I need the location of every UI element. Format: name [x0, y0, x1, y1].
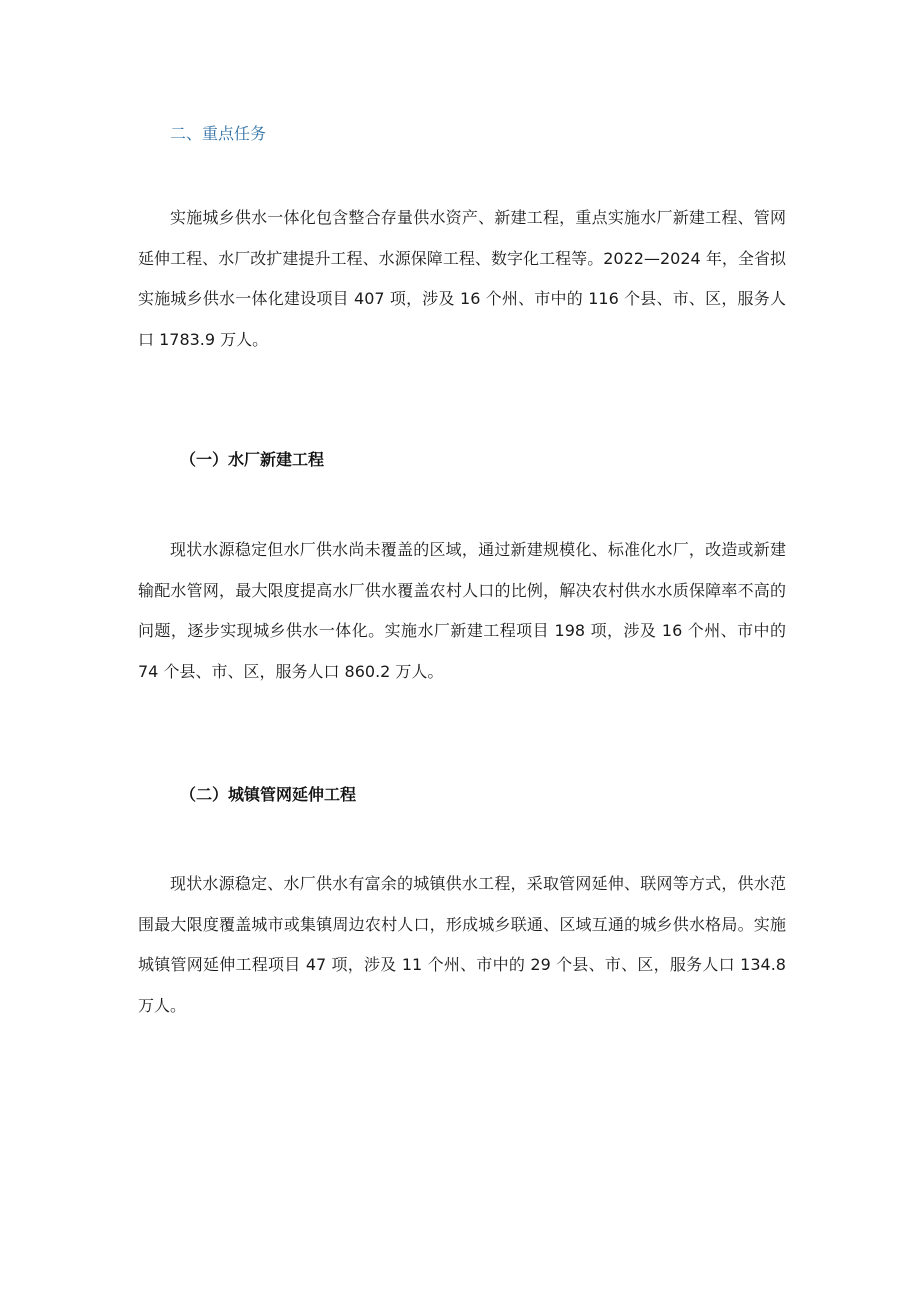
subsection-heading-pipe-network: （二）城镇管网延伸工程	[180, 785, 357, 804]
subsection-paragraph-water-plant: 现状水源稳定但水厂供水尚未覆盖的区域，通过新建规模化、标准化水厂，改造或新建输配水管网，最大限度提高水厂供水覆盖农村人口的比例，解决农村供水水质保障率不高的问题，逐步实现城乡供水一体化。实施水厂新建工程项目 198 项，涉及 16 个州、市中的 74 个县、市、区，服务人口 860.2 万人。	[138, 540, 786, 681]
intro-paragraph: 实施城乡供水一体化包含整合存量供水资产、新建工程，重点实施水厂新建工程、管网延伸工程、水厂改扩建提升工程、水源保障工程、数字化工程等。2022—2024 年，全省拟实施城乡供水一体化建设项目 407 项，涉及 16 个州、市中的 116 个县、市、区，服务人口 1783.9 万人。	[138, 208, 786, 349]
subsection-paragraph-pipe-network: 现状水源稳定、水厂供水有富余的城镇供水工程，采取管网延伸、联网等方式，供水范围最大限度覆盖城市或集镇周边农村人口，形成城乡联通、区域互通的城乡供水格局。实施城镇管网延伸工程项目 47 项，涉及 11 个州、市中的 29 个县、市、区，服务人口 134.8 万人。	[138, 874, 786, 1015]
subsection-heading-water-plant: （一）水厂新建工程	[180, 450, 325, 469]
section-heading: 二、重点任务	[170, 124, 267, 143]
